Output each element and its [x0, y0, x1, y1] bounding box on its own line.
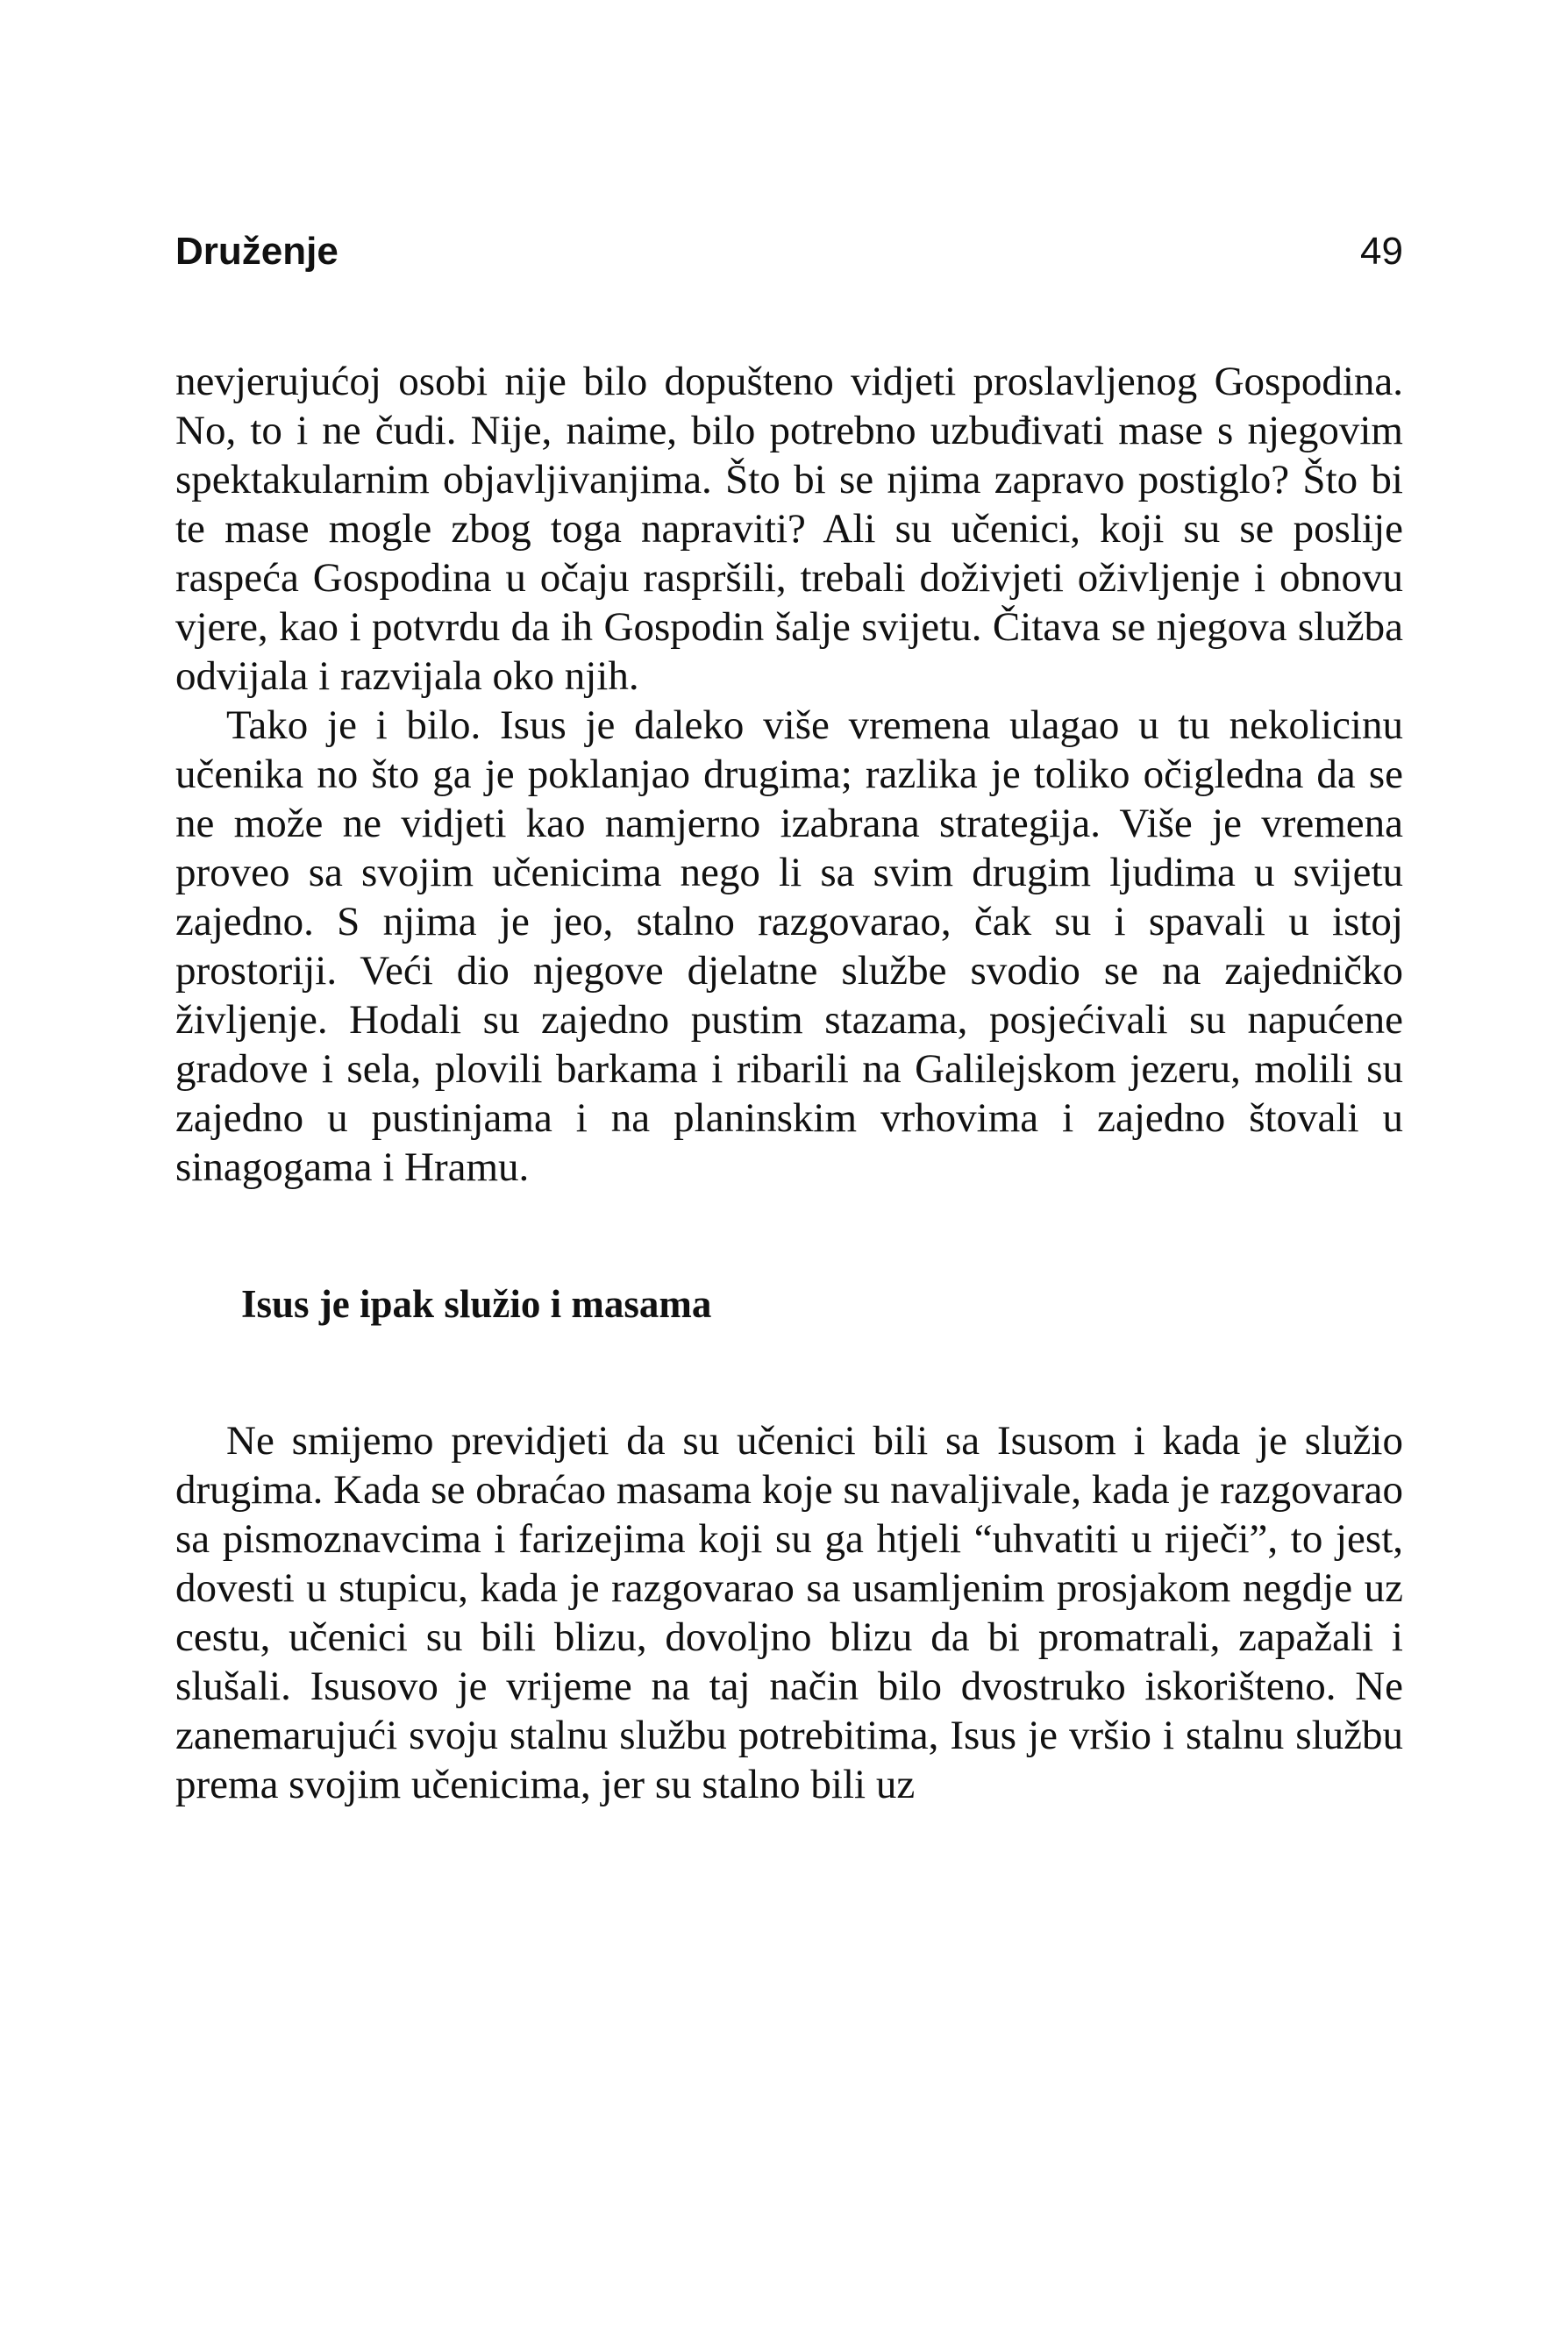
page-number: 49 — [1360, 230, 1403, 273]
paragraph-continued: nevjerujućoj osobi nije bilo dopušteno vidjeti proslavljenog Gospodina. No, to i ne čudi. Nije, naime, bilo potrebno uzbuđivati mase s njegovim spektakularnim objavljivanjima. Što bi se njima zapravo postiglo? Što bi te mase mogle zbog toga napraviti? Ali su učenici, koji su se poslije raspeća Gospodina u očaju raspršili, trebali doživjeti oživljenje i obnovu vjere, kao i potvrdu da ih Gospodin šalje svijetu. Čitava se njegova služba odvijala i razvijala oko njih. — [175, 359, 1403, 699]
paragraph: Tako je i bilo. Isus je daleko više vremena ulagao u tu nekolicinu učenika no što ga je poklanjao drugima; razlika je toliko očigledna da se ne može ne vidjeti kao namjerno izabrana strategija. Više je vremena proveo sa svojim učenicima nego li sa svim drugim ljudima u svijetu zajedno. S njima je jeo, stalno razgovarao, čak su i spavali u istoj prostoriji. Veći dio njegove djelatne službe svodio se na zajedničko življenje. Hodali su zajedno pustim stazama, posjećivali su napućene gradove i sela, plovili barkama i ribarili na Galilejskom jezeru, molili su zajedno u pustinjama i na planinskim vrhovima i zajedno štovali u sinagogama i Hramu. — [175, 702, 1403, 1190]
body-text — [175, 357, 1403, 1809]
section-heading: Isus je ipak služio i masama — [241, 1282, 712, 1326]
chapter-title: Druženje — [175, 230, 339, 273]
paragraph: Ne smijemo previdjeti da su učenici bili sa Isusom i kada je služio drugima. Kada se obraćao masama koje su navaljivale, kada je razgovarao sa pismoznavcima i farizejima koji su ga htjeli “uhvatiti u riječi”, to jest, dovesti u stupicu, kada je razgovarao sa usamljenim prosjakom negdje uz cestu, učenici su bili blizu, dovoljno blizu da bi promatrali, zapažali i slušali. Isusovo je vrijeme na taj način bilo dvostruko iskorišteno. Ne zanemarujući svoju stalnu službu potrebitima, Isus je vršio i stalnu službu prema svojim učenicima, jer su stalno bili uz — [175, 1418, 1403, 1807]
running-header — [175, 230, 1403, 282]
book-page — [175, 230, 1403, 1809]
